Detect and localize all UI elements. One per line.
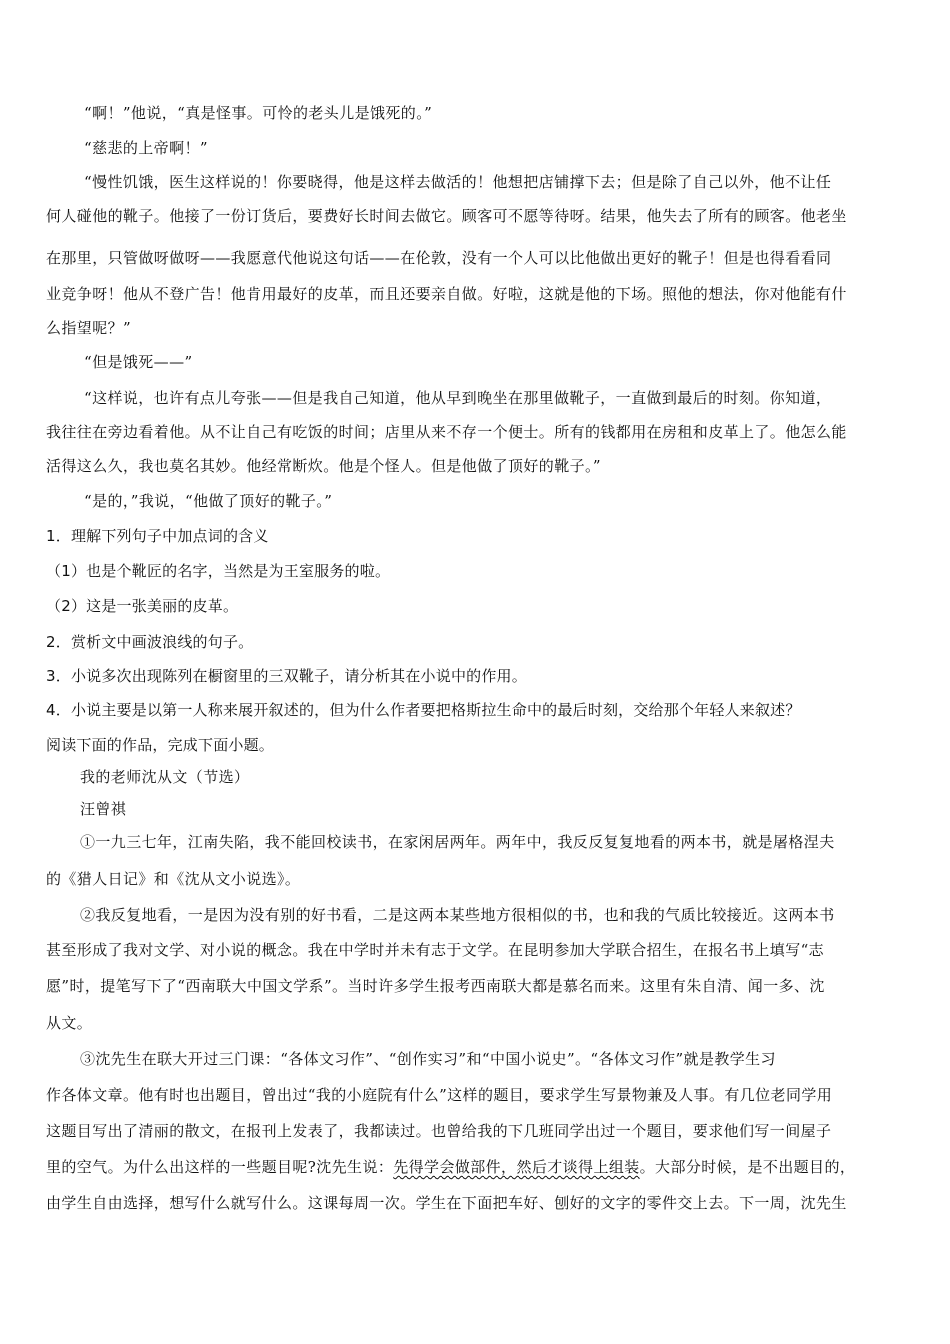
essay-paragraph-1-line-2: 的《猎人日记》和《沈从文小说选》。 [46, 870, 301, 888]
story-paragraph-6: “是的，”我说，“他做了顶好的靴子。” [84, 492, 333, 510]
question-3: 3．小说多次出现陈列在橱窗里的三双靴子，请分析其在小说中的作用。 [46, 667, 527, 685]
reading-instruction: 阅读下面的作品，完成下面小题。 [46, 736, 275, 754]
essay-paragraph-2-line-3: 愿”时，提笔写下了“西南联大中国文学系”。当时许多学生报考西南联大都是慕名而来。这里有朱自清、闻一多、沈 [46, 977, 825, 995]
story-paragraph-1: “啊！”他说，“真是怪事。可怜的老头儿是饿死的。” [84, 104, 433, 122]
essay-paragraph-3-line-4 [46, 1157, 855, 1177]
question-4: 4．小说主要是以第一人称来展开叙述的，但为什么作者要把格斯拉生命中的最后时刻，交给那个年轻人来叙述？ [46, 701, 801, 719]
essay-line-text: 里的空气。为什么出这样的一些题目呢?沈先生说： [46, 1158, 394, 1176]
essay-paragraph-3-line-2: 作各体文章。他有时也出题目，曾出过“我的小庭院有什么”这样的题目，要求学生写景物兼及人事。有几位老同学用 [46, 1086, 833, 1104]
essay-paragraph-1-line-1: ①一九三七年，江南失陷，我不能回校读书，在家闲居两年。两年中，我反反复复地看的两本书，就是屠格涅夫 [80, 833, 835, 851]
question-2: 2．赏析文中画波浪线的句子。 [46, 633, 254, 651]
essay-paragraph-2-line-1: ②我反复地看，一是因为没有别的好书看，二是这两本某些地方很相似的书，也和我的气质比较接近。这两本书 [80, 906, 835, 924]
essay-author: 汪曾祺 [80, 800, 127, 818]
question-1-item-1: （1）也是个靴匠的名字，当然是为王室服务的啦。 [46, 562, 391, 580]
story-paragraph-5-line-1: “这样说，也许有点儿夸张——但是我自己知道，他从早到晚坐在那里做靴子，一直做到最后的时刻。你知道， [84, 389, 832, 407]
wavy-underlined-sentence: 先得学会做部件，然后才谈得上组装 [393, 1158, 640, 1176]
story-paragraph-3-line-1: “慢性饥饿，医生这样说的！你要晓得，他是这样去做活的！他想把店铺撑下去；但是除了自己以外，他不让任 [84, 173, 832, 191]
essay-paragraph-3-line-1: ③沈先生在联大开过三门课：“各体文习作”、“创作实习”和“中国小说史”。“各体文习作”就是教学生习 [80, 1050, 776, 1068]
story-paragraph-5-line-3: 活得这么久，我也莫名其妙。他经常断炊。他是个怪人。但是他做了顶好的靴子。” [46, 457, 601, 475]
question-1-item-2: （2）这是一张美丽的皮革。 [46, 597, 239, 615]
story-paragraph-5-line-2: 我往往在旁边看着他。从不让自己有吃饭的时间；店里从来不存一个便士。所有的钱都用在房租和皮革上了。他怎么能 [46, 423, 847, 441]
story-paragraph-3-line-5: 么指望呢？” [46, 319, 132, 337]
essay-paragraph-3-line-3: 这题目写出了清丽的散文，在报刊上发表了，我都读过。也曾给我的下几班同学出过一个题目，要求他们写一间屋子 [46, 1122, 832, 1140]
story-paragraph-3-line-3: 在那里，只管做呀做呀——我愿意代他说这句话——在伦敦，没有一个人可以比他做出更好的靴子！但是也得看看同 [46, 249, 832, 267]
story-paragraph-2: “慈悲的上帝啊！” [84, 139, 208, 157]
question-1: 1．理解下列句子中加点词的含义 [46, 527, 269, 545]
essay-paragraph-2-line-2: 甚至形成了我对文学、对小说的概念。我在中学时并未有志于文学。在昆明参加大学联合招生，在报名书上填写“志 [46, 941, 825, 959]
essay-line-text: 。大部分时候，是不出题目的， [639, 1158, 856, 1176]
story-paragraph-3-line-4: 业竞争呀！他从不登广告！他肯用最好的皮革，而且还要亲自做。好啦，这就是他的下场。照他的想法，你对他能有什 [46, 285, 847, 303]
essay-paragraph-2-line-4: 从文。 [46, 1014, 93, 1032]
essay-title: 我的老师沈从文（节选） [80, 768, 250, 786]
story-paragraph-4: “但是饿死——” [84, 353, 193, 371]
essay-paragraph-3-line-5: 由学生自由选择，想写什么就写什么。这课每周一次。学生在下面把车好、刨好的文字的零件交上去。下一周，沈先生 [46, 1194, 847, 1212]
story-paragraph-3-line-2: 何人碰他的靴子。他接了一份订货后，要费好长时间去做它。顾客可不愿等待呀。结果，他失去了所有的顾客。他老坐 [46, 207, 847, 225]
